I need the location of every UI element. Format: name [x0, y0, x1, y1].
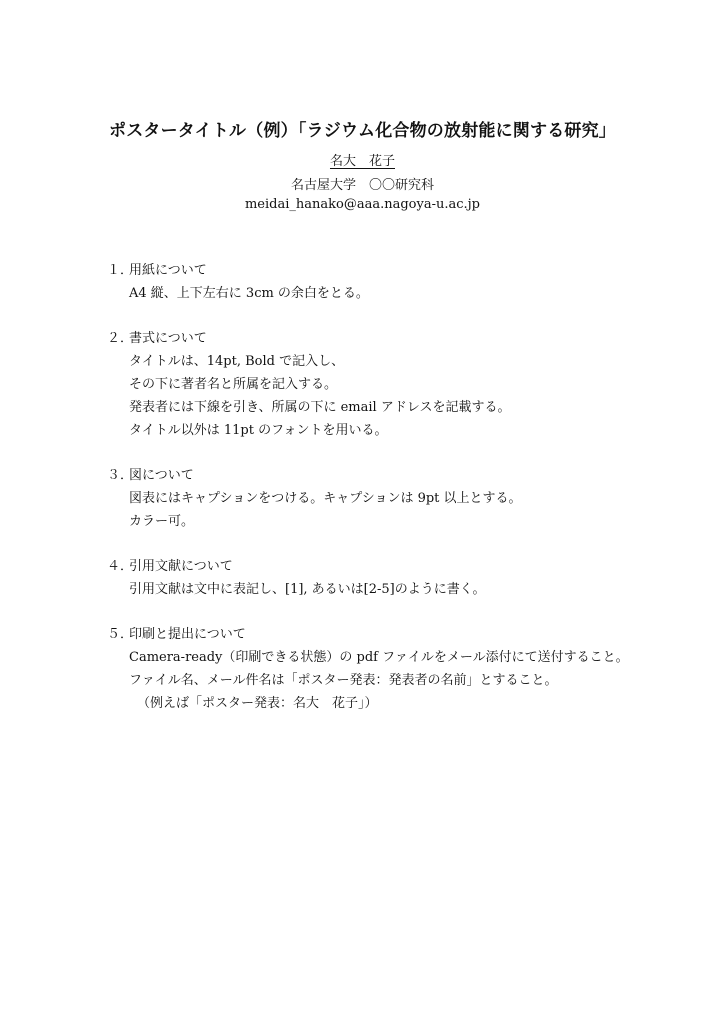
section-text: 図表にはキャプションをつける。キャプションは 9pt 以上とする。 — [129, 491, 522, 506]
section-text: A4 縦、上下左右に 3cm の余白をとる。 — [129, 286, 369, 301]
author-line — [0, 150, 725, 169]
section-format — [107, 327, 667, 442]
section-text: ファイル名、メール件名は「ポスター発表：発表者の名前」とすること。 — [129, 673, 558, 688]
email-address: meidai_hanako@aaa.nagoya-u.ac.jp — [244, 197, 481, 212]
section-text: カラー可。 — [129, 514, 195, 529]
section-number: １． — [107, 263, 134, 278]
section-title: 引用文献について — [129, 559, 233, 574]
section-heading — [107, 464, 667, 487]
section-heading — [107, 623, 667, 646]
section-number: ４． — [107, 559, 134, 574]
section-number: ２． — [107, 331, 134, 346]
section-title: 図について — [129, 468, 194, 483]
section-number: ３． — [107, 468, 134, 483]
section-text: その下に著者名と所属を記入する。 — [129, 377, 338, 392]
section-references — [107, 555, 667, 601]
section-text: 引用文献は文中に表記し、[1], あるいは[2-5]のように書く。 — [129, 582, 486, 597]
section-title: 書式について — [129, 331, 207, 346]
section-heading — [107, 555, 667, 578]
section-figures — [107, 464, 667, 533]
section-paper — [107, 259, 667, 305]
affiliation: 名古屋大学 〇〇研究科 — [290, 178, 434, 193]
section-heading — [107, 327, 667, 350]
section-text: 発表者には下線を引き、所属の下に email アドレスを記載する。 — [129, 400, 511, 415]
section-text: （例えば「ポスター発表：名大 花子」） — [137, 696, 378, 711]
section-printing-submission — [107, 623, 667, 715]
poster-title: ポスタータイトル（例）「ラジウム化合物の放射能に関する研究」 — [109, 121, 616, 141]
section-title: 印刷と提出について — [129, 627, 246, 642]
section-text: タイトル以外は 11pt のフォントを用いる。 — [129, 423, 388, 438]
instruction-sections — [107, 259, 667, 737]
section-heading — [107, 259, 667, 282]
section-title: 用紙について — [129, 263, 207, 278]
section-text: タイトルは、14pt, Bold で記入し、 — [129, 354, 345, 369]
section-text: Camera-ready（印刷できる状態）の pdf ファイルをメール添付にて送付すること。 — [129, 650, 629, 665]
presenter-name: 名大 花子 — [329, 154, 395, 169]
section-number: ５． — [107, 627, 134, 642]
